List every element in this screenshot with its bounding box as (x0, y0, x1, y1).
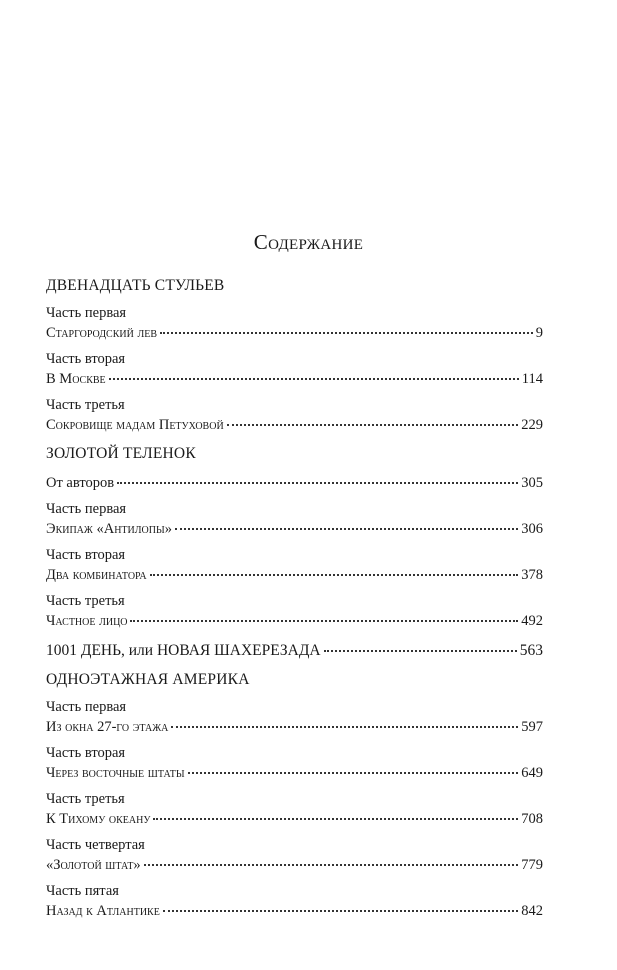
book-heading-twelve-chairs (46, 270, 543, 300)
toc-entry[interactable] (46, 468, 543, 496)
dot-leader (227, 424, 519, 426)
page-number: 597 (521, 719, 543, 735)
page-number: 229 (521, 417, 543, 433)
chapter-name: Экипаж «Антилопы» (46, 521, 172, 537)
page-number: 779 (521, 857, 543, 873)
toc-entry[interactable] (46, 588, 543, 634)
part-label: Часть пятая (46, 883, 119, 899)
page-number: 378 (521, 567, 543, 583)
dot-leader (188, 772, 519, 774)
toc-entry[interactable] (46, 694, 543, 740)
part-label: Часть первая (46, 501, 127, 517)
book-heading-golden-calf (46, 438, 543, 468)
book-title[interactable]: ЗОЛОТОЙ ТЕЛЕНОК (46, 445, 196, 462)
chapter-name: К Тихому океану (46, 811, 151, 827)
book-heading-america (46, 664, 543, 694)
chapter-name: Сокровище мадам Петуховой (46, 417, 224, 433)
dot-leader (171, 726, 518, 728)
chapter-name: Частное лицо (46, 613, 128, 629)
page-number: 306 (521, 521, 543, 537)
toc-entry[interactable] (46, 878, 543, 924)
chapter-name: Два комбинатора (46, 567, 147, 583)
page-number: 563 (519, 642, 543, 659)
dot-leader (130, 620, 518, 622)
toc-entry[interactable] (46, 740, 543, 786)
part-label: Часть третья (46, 791, 125, 807)
toc-entry[interactable] (46, 832, 543, 878)
part-label: Часть вторая (46, 547, 126, 563)
book-title: 1001 ДЕНЬ, или НОВАЯ ШАХЕРЕЗАДА (46, 642, 321, 659)
table-of-contents (46, 270, 543, 924)
chapter-name: Через восточные штаты (46, 765, 185, 781)
dot-leader (175, 528, 518, 530)
chapter-name: Старгородский лев (46, 325, 158, 341)
page-number: 842 (521, 903, 543, 919)
toc-entry[interactable] (46, 786, 543, 832)
book-heading-scheherazade[interactable] (46, 634, 543, 664)
chapter-name: От авторов (46, 475, 115, 491)
toc-entry[interactable] (46, 346, 543, 392)
part-label: Часть вторая (46, 745, 126, 761)
chapter-name: «Золотой штат» (46, 857, 141, 873)
book-title[interactable]: ОДНОЭТАЖНАЯ АМЕРИКА (46, 671, 250, 688)
page-number: 492 (521, 613, 543, 629)
part-label: Часть первая (46, 699, 127, 715)
page-title: Содержание (253, 230, 364, 254)
chapter-name: Назад к Атлантике (46, 903, 160, 919)
part-label: Часть вторая (46, 351, 126, 367)
chapter-name: Из окна 27-го этажа (46, 719, 169, 735)
toc-entry[interactable] (46, 392, 543, 438)
dot-leader (153, 818, 518, 820)
dot-leader (163, 910, 518, 912)
page-number: 305 (521, 475, 543, 491)
dot-leader (160, 332, 533, 334)
dot-leader (117, 482, 518, 484)
toc-entry[interactable] (46, 542, 543, 588)
book-title[interactable]: ДВЕНАДЦАТЬ СТУЛЬЕВ (46, 277, 225, 294)
page-number: 649 (521, 765, 543, 781)
page-number: 114 (521, 371, 543, 387)
dot-leader (144, 864, 519, 866)
page-number: 708 (521, 811, 543, 827)
page-number: 9 (535, 325, 543, 341)
toc-entry[interactable] (46, 300, 543, 346)
part-label: Часть третья (46, 593, 125, 609)
dot-leader (324, 650, 517, 652)
part-label: Часть третья (46, 397, 125, 413)
dot-leader (109, 378, 519, 380)
part-label: Часть четвертая (46, 837, 145, 853)
dot-leader (150, 574, 519, 576)
toc-entry[interactable] (46, 496, 543, 542)
part-label: Часть первая (46, 305, 127, 321)
chapter-name: В Москве (46, 371, 106, 387)
